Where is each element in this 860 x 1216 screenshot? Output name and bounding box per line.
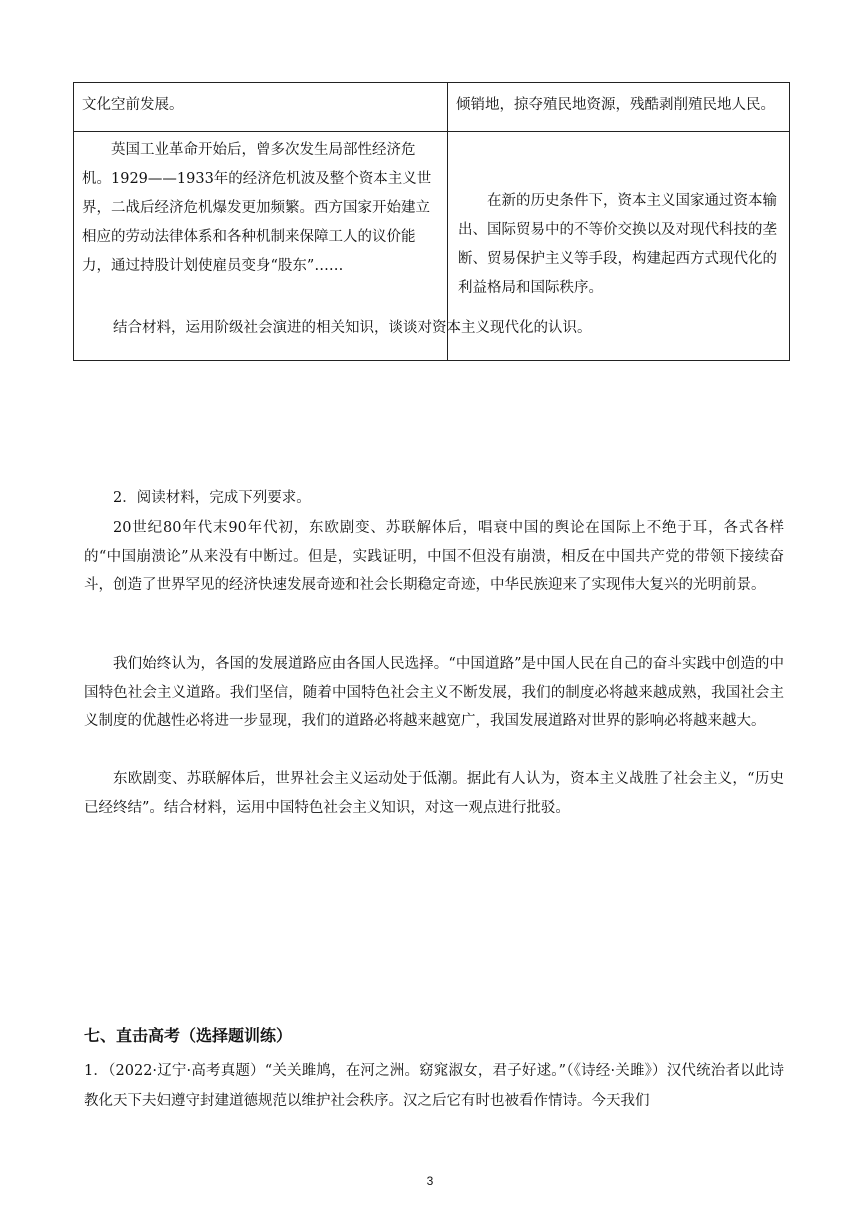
table-cell bbox=[448, 83, 790, 132]
question-task: 结合材料，运用阶级社会演进的相关知识，谈谈对资本主义现代化的认识。 bbox=[113, 320, 592, 336]
question-task: 东欧剧变、苏联解体后，世界社会主义运动处于低潮。据此有人认为，资本主义战胜了社会主义，“历史已经终结”。结合材料，运用中国特色社会主义知识，对这一观点进行批驳。 bbox=[84, 771, 784, 816]
section-heading: 七、直击高考（选择题训练） bbox=[84, 1026, 293, 1045]
material-paragraph: 20世纪80年代末90年代初，东欧剧变、苏联解体后，唱衰中国的舆论在国际上不绝于耳，各式各样的“中国崩溃论”从来没有中断过。但是，实践证明，中国不但没有崩溃，相反在中国共产党的带领下接续奋斗，创造了世界罕见的经济快速发展奇迹和社会长期稳定奇迹，中华民族迎来了实现伟大复兴的光明前景。 bbox=[84, 520, 784, 593]
table-cell-text: 在新的历史条件下，资本主义国家通过资本输出、国际贸易中的不等价交换以及对现代科技的垄断、贸易保护主义等手段，构建起西方式现代化的利益格局和国际秩序。 bbox=[458, 193, 777, 296]
table-cell-text: 英国工业革命开始后，曾多次发生局部性经济危机。1929——1933年的经济危机波及整个资本主义世界，二战后经济危机爆发更加频繁。西方国家开始建立相应的劳动法律体系和各种机制来保障工人的议价能力，通过持股计划使雇员变身“股东”…… bbox=[82, 142, 432, 274]
page-number: 3 bbox=[426, 1174, 434, 1188]
table-cell bbox=[74, 83, 448, 132]
material-paragraph: 我们始终认为，各国的发展道路应由各国人民选择。“中国道路”是中国人民在自己的奋斗实践中创造的中国特色社会主义道路。我们坚信，随着中国特色社会主义不断发展，我们的制度必将越来越成熟，我国社会主义制度的优越性必将进一步显现，我们的道路必将越来越宽广，我国发展道路对世界的影响必将越来越大。 bbox=[84, 656, 784, 729]
question-title: 2．阅读材料，完成下列要求。 bbox=[113, 490, 311, 506]
table-cell-text: 倾销地，掠夺殖民地资源，残酷剥削殖民地人民。 bbox=[456, 97, 775, 113]
exam-question: 1．（2022·辽宁·高考真题）“关关雎鸠，在河之洲。窈窕淑女，君子好逑。”（《诗经·关雎》）汉代统治者以此诗教化天下夫妇遵守封建道德规范以维护社会秩序。汉之后它有时也被看作情诗。今天我们 bbox=[84, 1063, 784, 1109]
table-row bbox=[74, 83, 790, 132]
table-cell-text: 文化空前发展。 bbox=[82, 97, 184, 113]
